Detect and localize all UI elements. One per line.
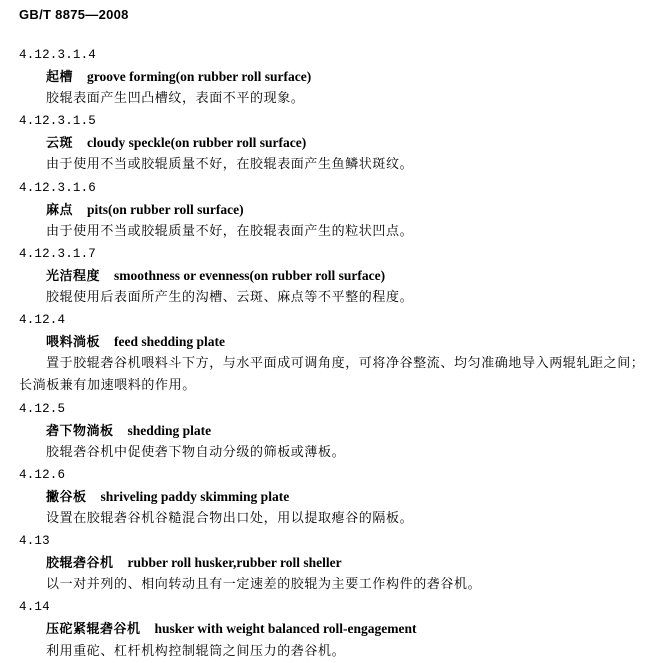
document-header: GB/T 8875—2008 [19,7,129,22]
term-english: feed shedding plate [114,334,226,350]
definition-text: 胶辊使用后表面所产生的沟槽、云斑、麻点等不平整的程度。 [46,290,414,306]
definition-text: 由于使用不当或胶辊质量不好，在胶辊表面产生鱼鳞状斑纹。 [46,157,414,173]
term-english: smoothness or evenness(on rubber roll surface) [114,267,386,283]
clause-number: 4.12.3.1.7 [19,246,97,261]
term-english: rubber roll husker,rubber roll sheller [127,555,342,571]
definition-text: 由于使用不当或胶辊质量不好，在胶辊表面产生的粒状凹点。 [46,223,414,239]
term-english: husker with weight balanced roll-engagement [154,621,417,637]
term-line [0,66,672,88]
term-line [0,552,672,574]
term-chinese: 砻下物淌板 [46,423,114,439]
term-english: groove forming(on rubber roll surface) [87,69,312,85]
term-line [0,132,672,154]
definition-text-continued: 长淌板兼有加速喂料的作用。 [19,378,196,394]
clause-number: 4.12.5 [19,401,66,416]
clause-number: 4.12.3.1.4 [19,48,97,62]
term-line [0,331,672,353]
clause-number: 4.12.4 [19,313,66,328]
term-chinese: 胶辊砻谷机 [46,556,114,572]
definition-text: 设置在胶辊砻谷机谷糙混合物出口处，用以提取瘪谷的隔板。 [46,510,414,526]
clause-number: 4.12.6 [19,467,66,482]
term-english: cloudy speckle(on rubber roll surface) [87,135,307,151]
term-chinese: 麻点 [46,202,74,218]
document-body [0,44,672,663]
term-chinese: 云斑 [46,136,74,152]
term-chinese: 喂料淌板 [46,335,101,351]
definition-text: 胶辊表面产生凹凸槽纹，表面不平的现象。 [46,91,305,107]
term-chinese: 压砣紧辊砻谷机 [46,622,141,638]
definition-text: 胶辊砻谷机中促使砻下物自动分级的筛板或薄板。 [46,444,346,460]
definition-text: 以一对并列的、相向转动且有一定速差的胶辊为主要工作构件的砻谷机。 [46,577,482,593]
clause-number: 4.12.3.1.6 [19,180,97,195]
term-english: pits(on rubber roll surface) [87,201,244,217]
clause-number: 4.14 [19,600,50,615]
term-line [0,199,672,221]
term-line [0,265,672,287]
term-english: shedding plate [127,422,212,438]
clause-number: 4.12.3.1.5 [19,114,97,129]
definition-text: 置于胶辊砻谷机喂料斗下方，与水平面成可调角度，可将净谷整流、均匀准确地导入两辊轧距之间； [46,356,645,372]
term-chinese: 撇谷板 [46,489,87,505]
term-chinese: 起槽 [46,70,74,86]
term-line [0,618,672,640]
definition-text: 利用重砣、杠杆机构控制辊筒之间压力的砻谷机。 [46,643,346,659]
clause-number: 4.13 [19,534,50,549]
term-english: shriveling paddy skimming plate [100,488,290,504]
term-line [0,486,672,508]
term-line [0,420,672,442]
term-chinese: 光洁程度 [46,268,101,284]
